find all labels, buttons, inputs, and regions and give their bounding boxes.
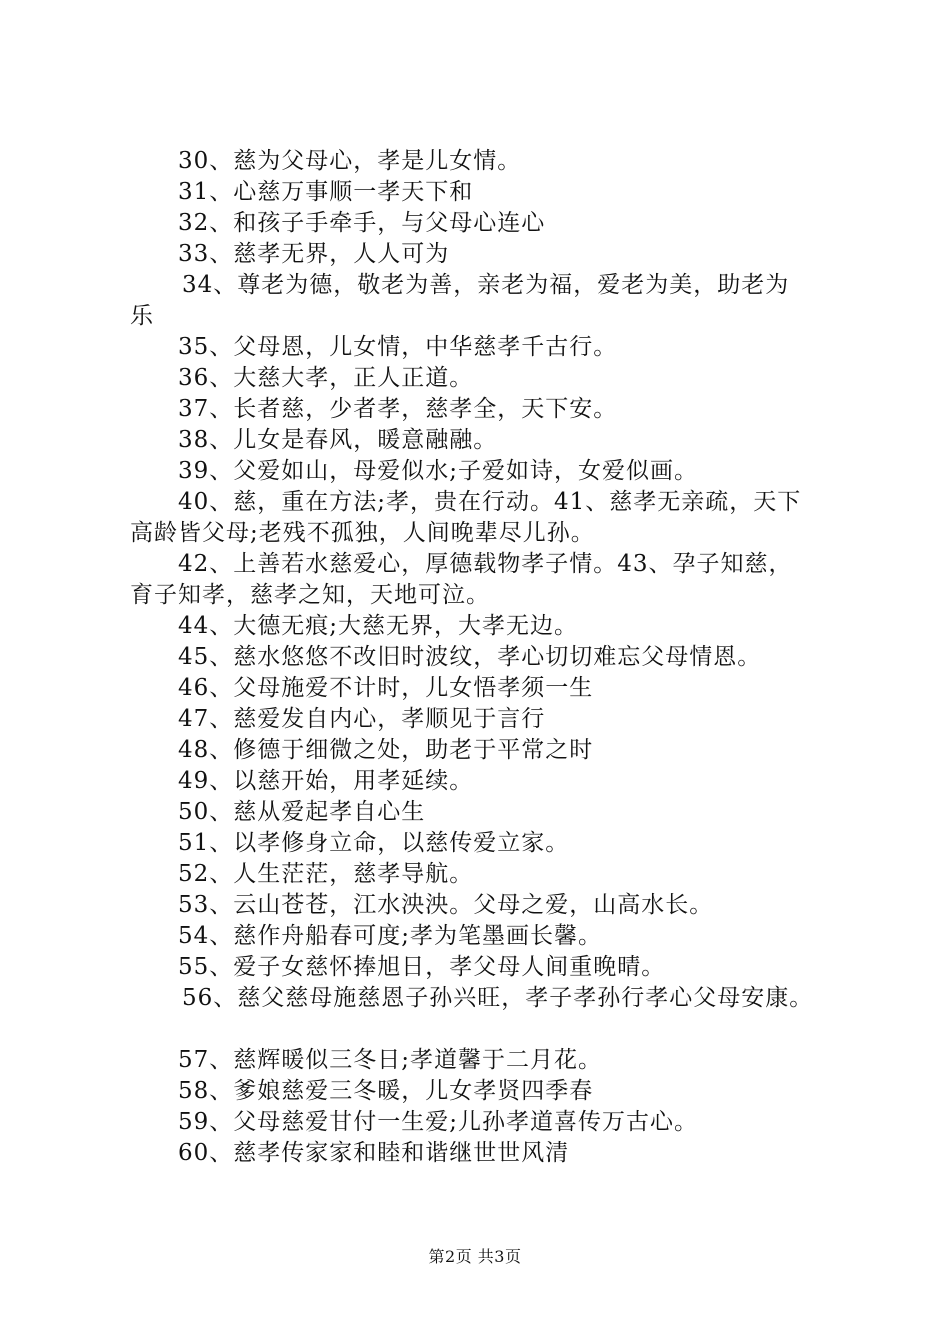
text-line-58: 58、爹娘慈爱三冬暖，儿女孝贤四季春 <box>178 1078 594 1104</box>
text-line-43-cont: 育子知孝，慈孝之知，天地可泣。 <box>130 582 490 608</box>
text-line-38: 38、儿女是春风，暖意融融。 <box>178 427 498 453</box>
text-line-52: 52、人生茫茫，慈孝导航。 <box>178 861 474 887</box>
text-line-49: 49、以慈开始，用孝延续。 <box>178 768 474 794</box>
text-line-41-cont: 高龄皆父母;老残不孤独，人间晚辈尽儿孙。 <box>130 520 595 546</box>
text-line-46: 46、父母施爱不计时，儿女悟孝须一生 <box>178 675 594 701</box>
text-line-36: 36、大慈大孝，正人正道。 <box>178 365 474 391</box>
text-line-37: 37、长者慈，少者孝，慈孝全，天下安。 <box>178 396 618 422</box>
paragraph-gap <box>130 1014 850 1045</box>
text-body <box>130 146 850 1169</box>
text-line-56: 56、慈父慈母施慈恩子孙兴旺，孝子孝孙行孝心父母安康。 <box>182 985 814 1011</box>
text-line-48: 48、修德于细微之处，助老于平常之时 <box>178 737 594 763</box>
text-line-30: 30、慈为父母心，孝是儿女情。 <box>178 148 522 174</box>
text-line-34: 34、尊老为德，敬老为善，亲老为福，爱老为美，助老为 <box>182 272 790 298</box>
text-line-47: 47、慈爱发自内心，孝顺见于言行 <box>178 706 546 732</box>
text-line-60: 60、慈孝传家家和睦和谐继世世风清 <box>178 1140 570 1166</box>
text-line-55: 55、爱子女慈怀捧旭日，孝父母人间重晚晴。 <box>178 954 666 980</box>
text-line-35: 35、父母恩，儿女情，中华慈孝千古行。 <box>178 334 618 360</box>
text-line-51: 51、以孝修身立命，以慈传爱立家。 <box>178 830 570 856</box>
text-line-50: 50、慈从爱起孝自心生 <box>178 799 426 825</box>
page-footer: 第2页 共3页 <box>428 1247 522 1266</box>
text-line-57: 57、慈辉暖似三冬日;孝道馨于二月花。 <box>178 1047 603 1073</box>
text-line-34-cont: 乐 <box>130 303 154 329</box>
text-line-33: 33、慈孝无界，人人可为 <box>178 241 450 267</box>
text-line-45: 45、慈水悠悠不改旧时波纹，孝心切切难忘父母情恩。 <box>178 644 762 670</box>
text-line-39: 39、父爱如山，母爱似水;子爱如诗，女爱似画。 <box>178 458 699 484</box>
text-line-42: 42、上善若水慈爱心，厚德载物孝子情。43、孕子知慈， <box>178 551 793 577</box>
text-line-59: 59、父母慈爱甘付一生爱;儿孙孝道喜传万古心。 <box>178 1109 699 1135</box>
text-line-53: 53、云山苍苍，江水泱泱。父母之爱，山高水长。 <box>178 892 714 918</box>
text-line-31: 31、心慈万事顺一孝天下和 <box>178 179 474 205</box>
text-line-44: 44、大德无痕;大慈无界，大孝无边。 <box>178 613 579 639</box>
text-line-40: 40、慈，重在方法;孝，贵在行动。41、慈孝无亲疏，天下 <box>178 489 802 515</box>
text-line-32: 32、和孩子手牵手，与父母心连心 <box>178 210 546 236</box>
text-line-54: 54、慈作舟船春可度;孝为笔墨画长馨。 <box>178 923 603 949</box>
